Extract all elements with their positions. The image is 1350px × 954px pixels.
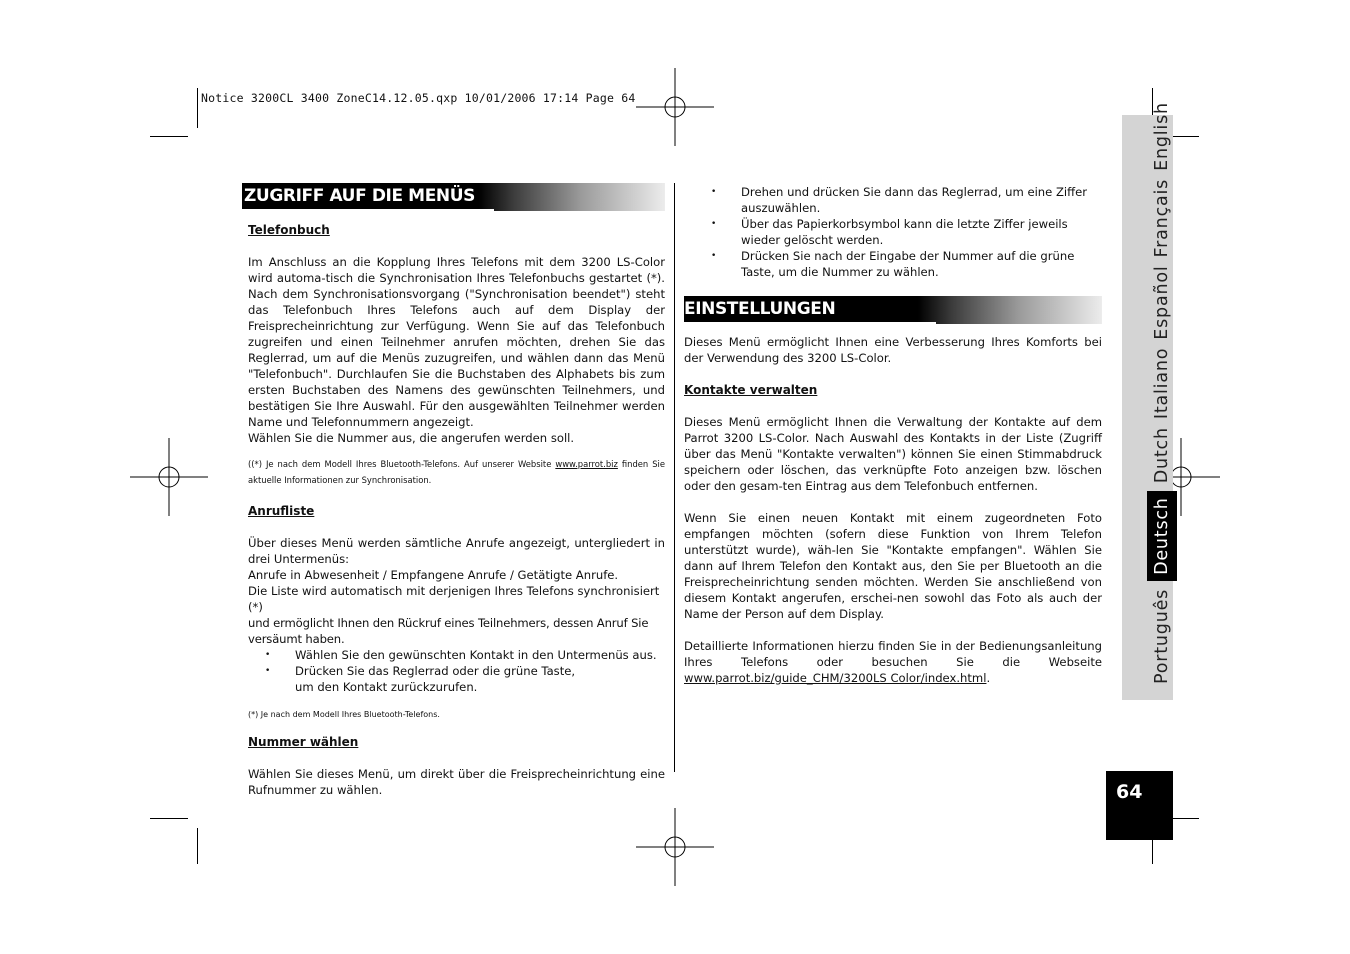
anrufliste-line-3: Die Liste wird automatisch mit derjenigen Ihres Telefons synchronisiert (*) [248, 584, 660, 614]
crop-mark [150, 136, 188, 137]
kontakte-body-1: Dieses Menü ermöglicht Ihnen die Verwaltung der Kontakte auf dem Parrot 3200 LS-Color. Nach Auswahl des Kontakts in der Liste (Zugriff über das Menü "Kontakte verwalten") können Sie einen Stimmabdruck speichern oder löschen, das verknüpfte Foto anzeigen bzw. löschen oder den gesam-ten Eintrag aus dem Telefonbuch entfernen. [684, 415, 1102, 493]
tab-francais[interactable]: Français [1152, 178, 1172, 258]
settings-intro: Dieses Menü ermöglicht Ihnen eine Verbesserung Ihres Komforts bei der Verwendung des 3200 LS-Color. [684, 335, 1102, 365]
column-divider [674, 183, 675, 772]
crop-mark [150, 818, 188, 819]
language-tabs [1147, 102, 1177, 690]
tab-italiano[interactable]: Italiano [1152, 347, 1172, 420]
guide-link-line: www.parrot.biz/guide_CHM/3200LS Color/index.html. [684, 671, 991, 685]
left-column [242, 183, 665, 798]
page-number-box [1106, 771, 1173, 840]
anrufliste-line-4: und ermöglicht Ihnen den Rückruf eines Teilnehmers, dessen Anruf Sie versäumt haben. [248, 616, 649, 646]
kontakte-body-3: Detaillierte Informationen hierzu finden Sie in der Bedienungsanleitung Ihres Telefons oder besuchen Sie die Webseite [684, 639, 1102, 669]
section-heading-settings [684, 296, 1102, 324]
page-number: 64 [1116, 781, 1143, 803]
tab-english[interactable]: English [1152, 102, 1172, 171]
subheading-nummer-waehlen: Nummer wählen [248, 735, 359, 749]
list-item: • Über das Papierkorbsymbol kann die letzte Ziffer jeweils wieder gelöscht werden. [683, 216, 1102, 248]
subheading-telefonbuch: Telefonbuch [248, 223, 330, 237]
crop-mark [197, 88, 198, 128]
telefonbuch-body-2: Wählen Sie die Nummer aus, die angerufen werden soll. [248, 431, 575, 445]
print-slug: Notice 3200CL 3400 ZoneC14.12.05.qxp 10/01/2006 17:14 Page 64 [201, 91, 636, 105]
nummer-waehlen-body: Wählen Sie dieses Menü, um direkt über die Freisprecheinrichtung eine Rufnummer zu wählen. [248, 767, 665, 797]
anrufliste-bullets [238, 647, 665, 695]
anrufliste-body: Über dieses Menü werden sämtliche Anrufe angezeigt, untergliedert in drei Untermenüs: [248, 536, 665, 566]
tab-portugues[interactable]: Português [1152, 588, 1172, 684]
anrufliste-footnote: (*) Je nach dem Modell Ihres Bluetooth-Telefons. [248, 710, 440, 719]
list-item: • Drücken Sie das Reglerrad oder die grüne Taste, um den Kontakt zurückzurufen. [238, 663, 665, 695]
parrot-website-link[interactable]: www.parrot.biz [555, 459, 618, 469]
tab-dutch[interactable]: Dutch [1152, 427, 1172, 484]
right-column [684, 184, 1102, 686]
crop-mark [197, 828, 198, 864]
list-item: • Drücken Sie nach der Eingabe der Nummer auf die grüne Taste, um die Nummer zu wählen. [683, 248, 1102, 280]
section-heading-menus [242, 183, 665, 211]
subheading-anrufliste: Anrufliste [248, 504, 315, 518]
list-item: • Drehen und drücken Sie dann das Reglerrad, um eine Ziffer auszuwählen. [683, 184, 1102, 216]
number-dial-bullets [683, 184, 1102, 280]
anrufliste-line-2: Anrufe in Abwesenheit / Empfangene Anrufe / Getätigte Anrufe. [248, 568, 619, 582]
subheading-kontakte-verwalten: Kontakte verwalten [684, 383, 818, 397]
registration-mark-bottom [636, 808, 714, 886]
registration-mark-left [130, 438, 208, 516]
section-heading-text: ZUGRIFF AUF DIE MENÜS [244, 186, 475, 206]
section-heading-text: EINSTELLUNGEN [684, 299, 836, 319]
telefonbuch-footnote: ((*) Je nach dem Modell Ihres Bluetooth-Telefons. Auf unserer Website www.parrot.biz finden Sie aktuelle Informationen zur Synchronisation. [248, 459, 666, 485]
tab-deutsch[interactable]: Deutsch [1147, 491, 1177, 581]
registration-mark-top [636, 68, 714, 146]
guide-link[interactable]: www.parrot.biz/guide_CHM/3200LS Color/index.html [684, 671, 987, 685]
kontakte-body-2: Wenn Sie einen neuen Kontakt mit einem zugeordneten Foto empfangen möchten (sofern diese Funktion von Ihrem Telefon unterstützt wurde), wäh-len Sie "Kontakte empfangen". Wählen Sie dann auf Ihrem Telefon den Kontakt aus, den Sie per Bluetooth an die Freisprecheinrichtung senden möchten. Werden Sie anschließend von diesem Kontakt angerufen, erschei-nen sowohl das Foto als auch der Name der Person auf dem Display. [684, 511, 1102, 621]
list-item: • Wählen Sie den gewünschten Kontakt in den Untermenüs aus. [238, 647, 665, 663]
tab-espanol[interactable]: Español [1152, 265, 1172, 340]
telefonbuch-body: Im Anschluss an die Kopplung Ihres Telefons mit dem 3200 LS-Color wird automa-tisch die Synchronisation Ihres Telefonbuchs gestartet (*). Nach dem Synchronisationsvorgang ("Synchronisation beendet") steht das Telefonbuch Ihres Telefons auch auf dem Display der Freisprecheinrichtung zur Verfügung. Wenn Sie auf das Telefonbuch zugreifen und einen Teilnehmer anrufen möchten, drehen Sie das Reglerrad, um auf die Menüs zuzugreifen, und wählen dann das Menü "Telefonbuch". Durchlaufen Sie die Buchstaben des Alphabets bis zum ersten Buchstaben des Namens des gewünschten Teilnehmers, und bestätigen Sie Ihre Auswahl. Für den ausgewählten Teilnehmer werden Name und Telefonnummern angezeigt. [248, 255, 665, 429]
